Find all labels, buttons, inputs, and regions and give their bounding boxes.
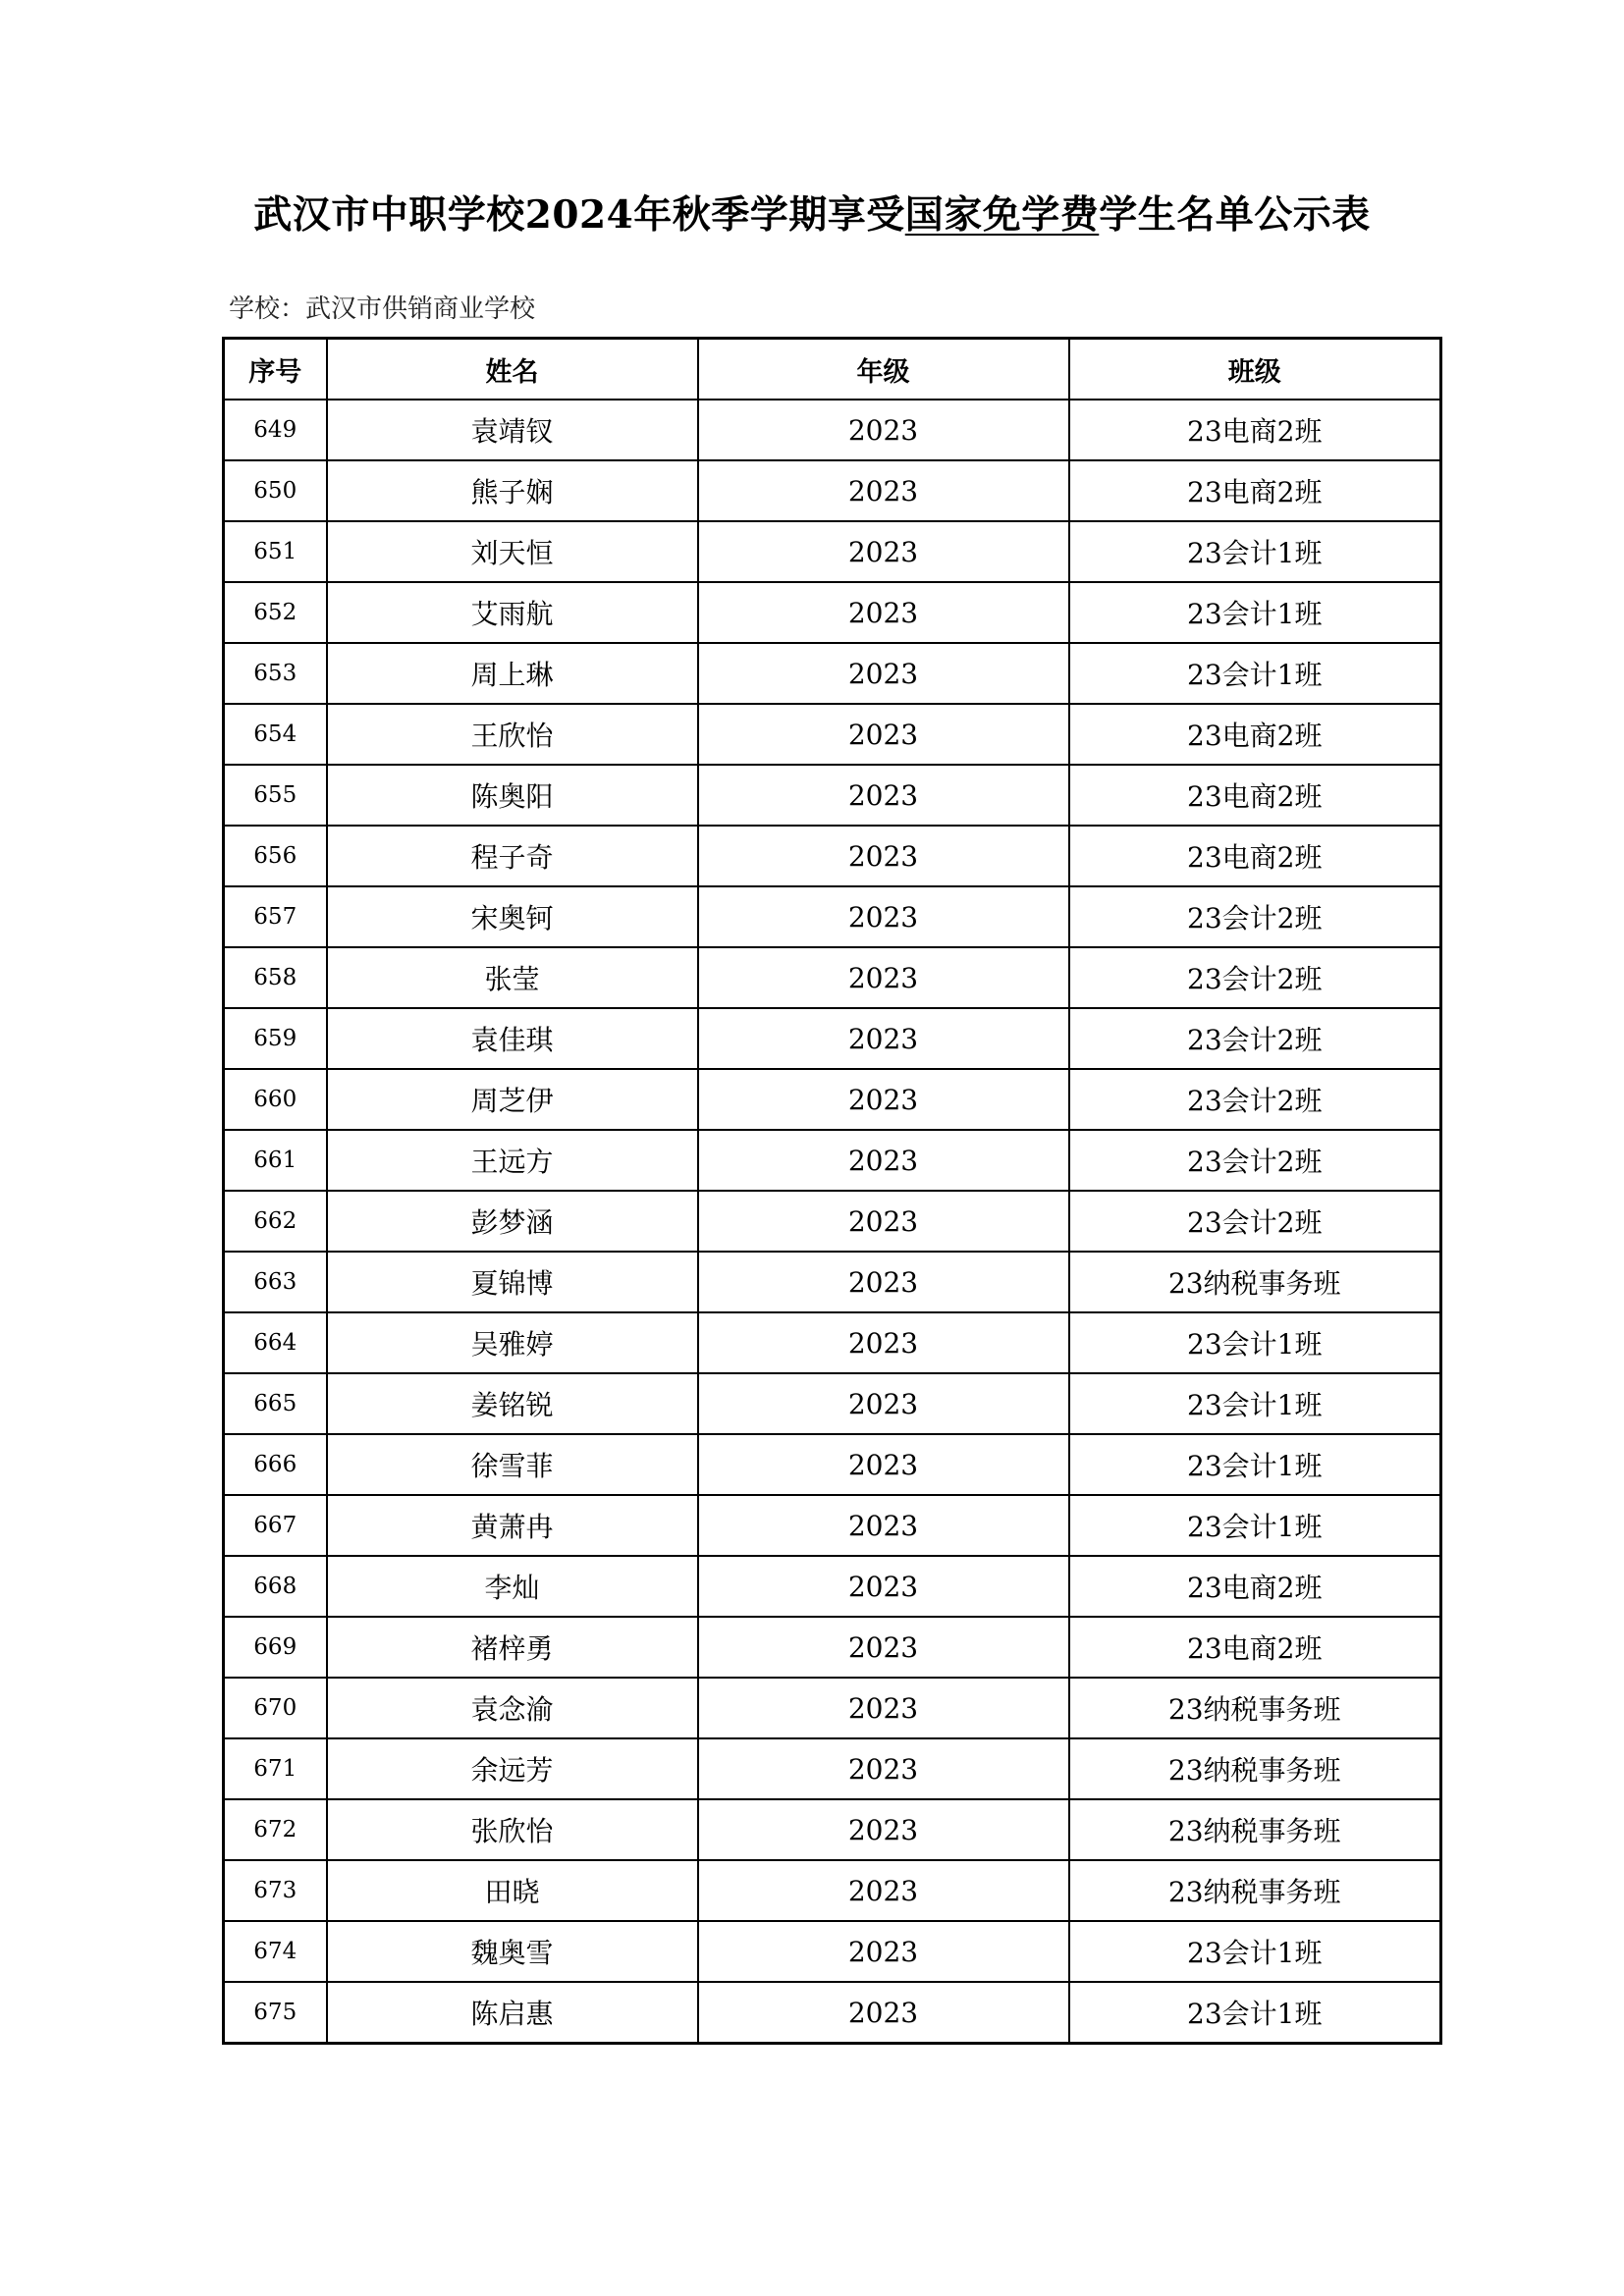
cell-index: 656 (224, 826, 327, 886)
table-row (224, 947, 1441, 1008)
cell-name: 周上琳 (327, 643, 698, 704)
cell-class: 23电商2班 (1069, 704, 1441, 765)
cell-grade: 2023 (698, 886, 1069, 947)
cell-name: 熊子娴 (327, 460, 698, 521)
cell-grade: 2023 (698, 1921, 1069, 1982)
cell-grade: 2023 (698, 1373, 1069, 1434)
table-row (224, 1069, 1441, 1130)
table-row (224, 1191, 1441, 1252)
cell-index: 657 (224, 886, 327, 947)
table-row (224, 1130, 1441, 1191)
cell-class: 23纳税事务班 (1069, 1738, 1441, 1799)
cell-grade: 2023 (698, 460, 1069, 521)
table-row (224, 1921, 1441, 1982)
cell-name: 姜铭锐 (327, 1373, 698, 1434)
cell-name: 李灿 (327, 1556, 698, 1617)
cell-index: 654 (224, 704, 327, 765)
cell-index: 661 (224, 1130, 327, 1191)
cell-name: 王欣怡 (327, 704, 698, 765)
cell-class: 23会计1班 (1069, 643, 1441, 704)
table-row (224, 643, 1441, 704)
cell-grade: 2023 (698, 1678, 1069, 1738)
table-row (224, 1008, 1441, 1069)
table-row (224, 1312, 1441, 1373)
cell-name: 陈启惠 (327, 1982, 698, 2044)
cell-class: 23电商2班 (1069, 460, 1441, 521)
cell-name: 袁佳琪 (327, 1008, 698, 1069)
table-body (224, 400, 1441, 2044)
cell-index: 671 (224, 1738, 327, 1799)
cell-class: 23电商2班 (1069, 765, 1441, 826)
cell-class: 23会计1班 (1069, 1312, 1441, 1373)
cell-name: 宋奥钶 (327, 886, 698, 947)
cell-index: 675 (224, 1982, 327, 2044)
cell-grade: 2023 (698, 1860, 1069, 1921)
cell-class: 23纳税事务班 (1069, 1860, 1441, 1921)
cell-grade: 2023 (698, 1252, 1069, 1312)
cell-grade: 2023 (698, 400, 1069, 460)
cell-name: 黄萧冉 (327, 1495, 698, 1556)
cell-grade: 2023 (698, 947, 1069, 1008)
cell-index: 653 (224, 643, 327, 704)
title-suffix: 学生名单公示表 (1099, 192, 1371, 238)
table-row (224, 1860, 1441, 1921)
cell-name: 刘天恒 (327, 521, 698, 582)
cell-class: 23纳税事务班 (1069, 1252, 1441, 1312)
table-header-row (224, 339, 1441, 400)
cell-grade: 2023 (698, 1799, 1069, 1860)
cell-index: 664 (224, 1312, 327, 1373)
cell-name: 徐雪菲 (327, 1434, 698, 1495)
cell-name: 程子奇 (327, 826, 698, 886)
cell-index: 660 (224, 1069, 327, 1130)
table-row (224, 460, 1441, 521)
cell-class: 23电商2班 (1069, 1617, 1441, 1678)
cell-grade: 2023 (698, 1617, 1069, 1678)
table-row (224, 1252, 1441, 1312)
cell-class: 23纳税事务班 (1069, 1799, 1441, 1860)
cell-grade: 2023 (698, 765, 1069, 826)
cell-name: 彭梦涵 (327, 1191, 698, 1252)
cell-grade: 2023 (698, 582, 1069, 643)
table-row (224, 1678, 1441, 1738)
table-row (224, 521, 1441, 582)
cell-class: 23会计1班 (1069, 1373, 1441, 1434)
cell-name: 魏奥雪 (327, 1921, 698, 1982)
student-roster-table (222, 337, 1442, 2045)
table-row (224, 582, 1441, 643)
cell-grade: 2023 (698, 1008, 1069, 1069)
title-highlight: 国家免学费 (904, 192, 1100, 238)
header-index: 序号 (224, 339, 327, 400)
table-row (224, 1617, 1441, 1678)
cell-grade: 2023 (698, 1069, 1069, 1130)
cell-grade: 2023 (698, 521, 1069, 582)
table-row (224, 1434, 1441, 1495)
cell-index: 655 (224, 765, 327, 826)
document-title (0, 185, 1624, 240)
cell-grade: 2023 (698, 643, 1069, 704)
cell-name: 袁靖钗 (327, 400, 698, 460)
cell-class: 23会计1班 (1069, 1921, 1441, 1982)
table-row (224, 1373, 1441, 1434)
cell-index: 667 (224, 1495, 327, 1556)
cell-name: 王远方 (327, 1130, 698, 1191)
cell-class: 23会计1班 (1069, 1495, 1441, 1556)
table-row (224, 1738, 1441, 1799)
cell-index: 651 (224, 521, 327, 582)
table-row (224, 400, 1441, 460)
cell-grade: 2023 (698, 1982, 1069, 2044)
cell-grade: 2023 (698, 1312, 1069, 1373)
cell-index: 673 (224, 1860, 327, 1921)
cell-grade: 2023 (698, 1738, 1069, 1799)
table-row (224, 1799, 1441, 1860)
cell-name: 艾雨航 (327, 582, 698, 643)
cell-class: 23会计2班 (1069, 1130, 1441, 1191)
table-row (224, 704, 1441, 765)
cell-grade: 2023 (698, 1434, 1069, 1495)
cell-index: 652 (224, 582, 327, 643)
table-row (224, 1495, 1441, 1556)
cell-index: 665 (224, 1373, 327, 1434)
table-row (224, 1556, 1441, 1617)
table-row (224, 826, 1441, 886)
cell-name: 余远芳 (327, 1738, 698, 1799)
cell-class: 23会计2班 (1069, 1191, 1441, 1252)
cell-name: 陈奥阳 (327, 765, 698, 826)
cell-name: 褚梓勇 (327, 1617, 698, 1678)
cell-class: 23会计1班 (1069, 582, 1441, 643)
cell-index: 670 (224, 1678, 327, 1738)
cell-index: 674 (224, 1921, 327, 1982)
cell-grade: 2023 (698, 1130, 1069, 1191)
cell-index: 668 (224, 1556, 327, 1617)
cell-grade: 2023 (698, 1495, 1069, 1556)
cell-name: 周芝伊 (327, 1069, 698, 1130)
cell-index: 666 (224, 1434, 327, 1495)
table-row (224, 886, 1441, 947)
cell-class: 23会计2班 (1069, 1008, 1441, 1069)
cell-class: 23会计1班 (1069, 1434, 1441, 1495)
header-grade: 年级 (698, 339, 1069, 400)
cell-name: 田晓 (327, 1860, 698, 1921)
table-row (224, 765, 1441, 826)
cell-class: 23纳税事务班 (1069, 1678, 1441, 1738)
cell-index: 663 (224, 1252, 327, 1312)
cell-name: 张欣怡 (327, 1799, 698, 1860)
cell-index: 650 (224, 460, 327, 521)
cell-name: 袁念渝 (327, 1678, 698, 1738)
header-class: 班级 (1069, 339, 1441, 400)
cell-name: 夏锦博 (327, 1252, 698, 1312)
title-prefix: 武汉市中职学校2024年秋季学期享受 (253, 192, 905, 238)
cell-grade: 2023 (698, 1191, 1069, 1252)
cell-class: 23电商2班 (1069, 400, 1441, 460)
header-name: 姓名 (327, 339, 698, 400)
cell-grade: 2023 (698, 1556, 1069, 1617)
cell-name: 吴雅婷 (327, 1312, 698, 1373)
cell-class: 23会计1班 (1069, 1982, 1441, 2044)
cell-grade: 2023 (698, 826, 1069, 886)
cell-class: 23会计1班 (1069, 521, 1441, 582)
cell-grade: 2023 (698, 704, 1069, 765)
school-line: 学校：武汉市供销商业学校 (229, 294, 536, 324)
cell-index: 659 (224, 1008, 327, 1069)
cell-class: 23电商2班 (1069, 826, 1441, 886)
cell-index: 649 (224, 400, 327, 460)
cell-index: 672 (224, 1799, 327, 1860)
table-row (224, 1982, 1441, 2044)
cell-class: 23会计2班 (1069, 886, 1441, 947)
cell-index: 658 (224, 947, 327, 1008)
cell-index: 669 (224, 1617, 327, 1678)
cell-class: 23电商2班 (1069, 1556, 1441, 1617)
cell-class: 23会计2班 (1069, 947, 1441, 1008)
cell-index: 662 (224, 1191, 327, 1252)
cell-class: 23会计2班 (1069, 1069, 1441, 1130)
cell-name: 张莹 (327, 947, 698, 1008)
